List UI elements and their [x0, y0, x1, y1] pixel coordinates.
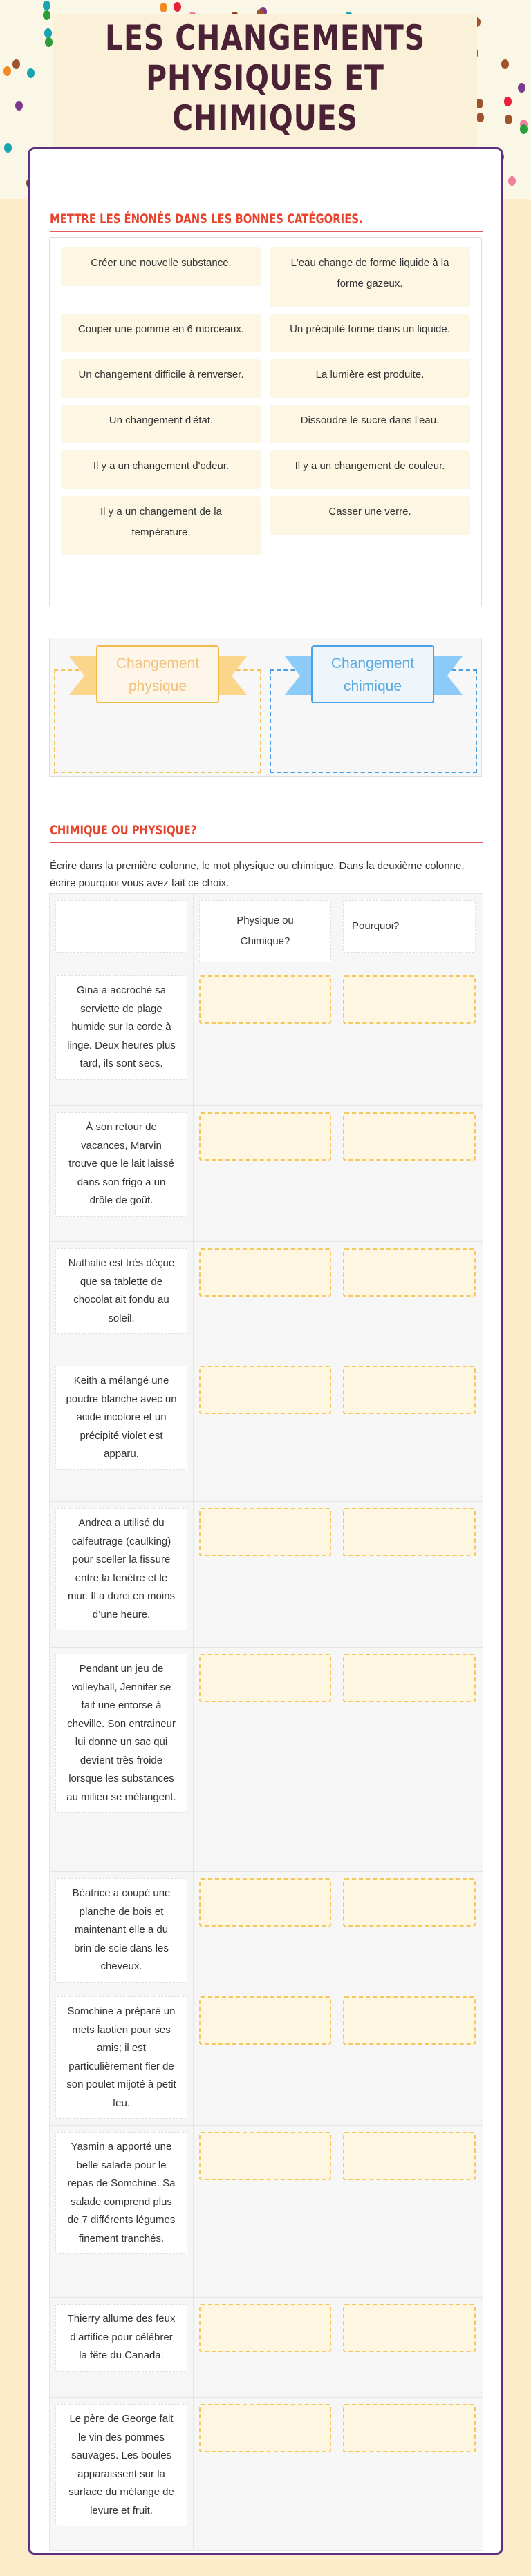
dot-icon — [520, 124, 528, 134]
table-header-row — [50, 894, 483, 969]
header-cell: Physique ou Chimique? — [199, 900, 331, 962]
instructions-text: Écrire dans la première colonne, le mot physique ou chimique. Dans la deuxième colonne, écrire pourquoi vous avez fait ce choix. — [50, 860, 465, 889]
dot-icon — [476, 113, 484, 122]
dot-icon — [518, 83, 525, 93]
card-row — [61, 496, 470, 555]
dot-icon — [508, 176, 516, 186]
answer-reason-input[interactable] — [343, 1508, 476, 1556]
scenario-text: Yasmin a apporté une belle salade pour le repas de Somchine. Sa salade comprend plus de 7 différents légumes finement tranchés. — [55, 2132, 187, 2254]
draggable-card[interactable]: Un précipité forme dans un liquide. — [270, 314, 470, 352]
draggable-card[interactable]: Un changement d'état. — [61, 405, 261, 443]
answer-reason-input[interactable] — [343, 1112, 476, 1161]
draggable-card[interactable]: Casser une verre. — [270, 496, 470, 535]
dot-icon — [27, 68, 35, 78]
dot-icon — [3, 66, 11, 76]
answer-reason-input[interactable] — [343, 975, 476, 1024]
answer-type-input[interactable] — [199, 1878, 331, 1927]
table-row — [50, 1990, 483, 2126]
card-row — [61, 405, 470, 443]
dot-icon — [174, 2, 181, 12]
table-row — [50, 2126, 483, 2298]
table-row — [50, 1106, 483, 1242]
section-title-classify — [50, 823, 483, 843]
answer-reason-input[interactable] — [343, 1654, 476, 1702]
draggable-card[interactable]: La lumière est produite. — [270, 359, 470, 398]
answer-reason-input[interactable] — [343, 1878, 476, 1927]
card-row — [61, 314, 470, 352]
table-row — [50, 1242, 483, 1359]
category-label-physical: Changement physique — [96, 645, 219, 703]
dot-icon — [45, 37, 53, 47]
answer-type-input[interactable] — [199, 975, 331, 1024]
table-row — [50, 1359, 483, 1502]
scenario-text: À son retour de vacances, Marvin trouve que le lait laissé dans son frigo a un drôle de goût. — [55, 1112, 187, 1217]
answer-type-input[interactable] — [199, 1508, 331, 1556]
dot-icon — [43, 10, 50, 20]
card-row — [61, 359, 470, 398]
draggable-card[interactable]: Il y a un changement d'odeur. — [61, 450, 261, 489]
dot-icon — [44, 28, 52, 38]
draggable-card[interactable]: Couper une pomme en 6 morceaux. — [61, 314, 261, 352]
scenario-text: Andrea a utilisé du calfeutrage (caulking) pour sceller la fissure entre la fenêtre et le mur. Il a durci en moins d’une heure. — [55, 1508, 187, 1630]
answer-type-input[interactable] — [199, 1366, 331, 1414]
section-title-sort — [50, 211, 483, 232]
dot-icon — [505, 115, 512, 124]
answer-type-input[interactable] — [199, 2132, 331, 2180]
answer-reason-input[interactable] — [343, 1248, 476, 1297]
table-row — [50, 2398, 483, 2550]
header-banner — [53, 14, 477, 147]
page-title: LES CHANGEMENTS PHYSIQUES ET CHIMIQUES — [105, 18, 425, 138]
draggable-card[interactable]: Il y a un changement de la température. — [61, 496, 261, 555]
header-cell: Pourquoi? — [343, 900, 476, 953]
answer-reason-input[interactable] — [343, 2132, 476, 2180]
scenario-text: Nathalie est très déçue que sa tablette de chocolat ait fondu au soleil. — [55, 1248, 187, 1334]
table-row — [50, 1648, 483, 1872]
answer-type-input[interactable] — [199, 2404, 331, 2452]
dot-icon — [504, 97, 512, 106]
answer-type-input[interactable] — [199, 1248, 331, 1297]
answer-type-input[interactable] — [199, 1654, 331, 1702]
dot-icon — [160, 3, 167, 12]
scenario-text: Thierry allume des feux d’artifice pour célébrer la fête du Canada. — [55, 2304, 187, 2372]
answer-reason-input[interactable] — [343, 2304, 476, 2352]
table-row — [50, 2298, 483, 2398]
scenario-text: Somchine a préparé un mets laotien pour ses amis; il est particulièrement fier de son poulet mijoté à petit feu. — [55, 1996, 187, 2119]
draggable-card[interactable]: Dissoudre le sucre dans l'eau. — [270, 405, 470, 443]
answer-reason-input[interactable] — [343, 2404, 476, 2452]
scenario-text: Le père de George fait le vin des pommes sauvages. Les boules apparaissent sur la surface du mélange de levure et fruit. — [55, 2404, 187, 2526]
dot-icon — [501, 59, 509, 69]
answer-reason-input[interactable] — [343, 1996, 476, 2045]
table-row — [50, 969, 483, 1106]
dot-icon — [43, 1, 50, 10]
answer-type-input[interactable] — [199, 1996, 331, 2045]
draggable-card[interactable]: L'eau change de forme liquide à la forme gazeux. — [270, 247, 470, 307]
dot-icon — [15, 101, 23, 111]
answer-type-input[interactable] — [199, 2304, 331, 2352]
header-cell — [55, 900, 187, 953]
scenario-text: Gina a accroché sa serviette de plage humide sur la corde à linge. Deux heures plus tard, ils sont secs. — [55, 975, 187, 1080]
section-title-text: METTRE LES ÉNONÉS DANS LES BONNES CATÉGORIES. — [50, 211, 363, 227]
draggable-card[interactable]: Il y a un changement de couleur. — [270, 450, 470, 489]
table-row — [50, 1872, 483, 1990]
dot-icon — [4, 143, 12, 153]
scenario-text: Keith a mélangé une poudre blanche avec un acide incolore et un précipité violet est apparu. — [55, 1366, 187, 1470]
draggable-card[interactable]: Un changement difficile à renverser. — [61, 359, 261, 398]
answer-reason-input[interactable] — [343, 1366, 476, 1414]
worksheet-card — [28, 147, 503, 2555]
answer-type-input[interactable] — [199, 1112, 331, 1161]
draggable-card[interactable]: Créer une nouvelle substance. — [61, 247, 261, 286]
classification-table — [49, 893, 483, 2551]
section-title-text: CHIMIQUE OU PHYSIQUE? — [50, 823, 197, 838]
table-row — [50, 1502, 483, 1648]
scenario-text: Béatrice a coupé une planche de bois et maintenant elle a du brin de scie dans les cheveux. — [55, 1878, 187, 1983]
category-drop-area — [49, 638, 482, 777]
card-row — [61, 450, 470, 489]
card-bank — [49, 237, 482, 607]
card-row — [61, 247, 470, 307]
dot-icon — [12, 59, 20, 69]
scenario-text: Pendant un jeu de volleyball, Jennifer se fait une entorse à cheville. Son entraineur lui donne un sac qui devient très froide lorsque les substances au milieu se mélangent. — [55, 1654, 187, 1813]
category-label-chemical: Changement chimique — [311, 645, 434, 703]
